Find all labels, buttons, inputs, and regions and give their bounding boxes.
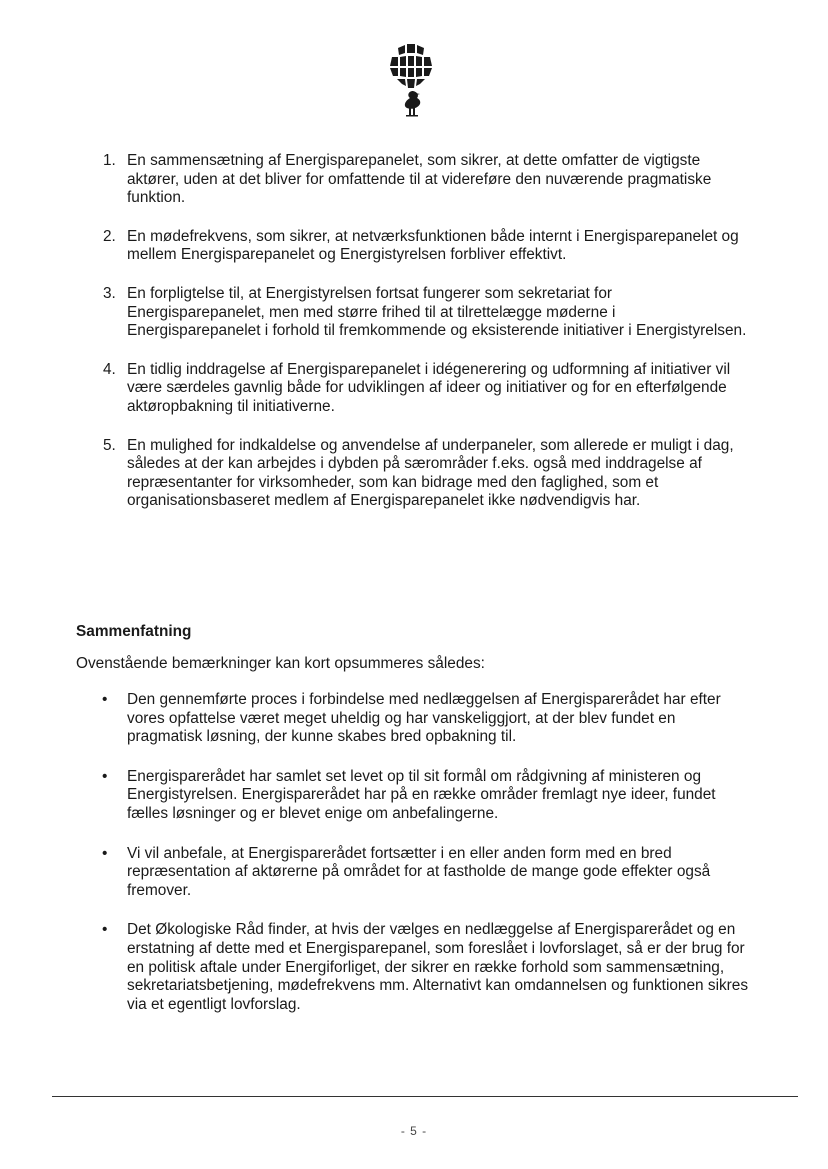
numbered-item <box>100 437 750 511</box>
bullet-text: Det Økologiske Råd finder, at hvis der vælges en nedlæggelse af Energisparerådet og en erstatning af dette med et Energisparepanel, som foreslået i lovforslaget, så er der brug for en politisk aftale under Energiforliget, der sikrer en række forhold som sammensætning, sekretariatsbetjening, mødefrekvens mm. Alternativt kan omdannelsen og funktionen sikres via et egentligt lovforslag. <box>127 921 749 1013</box>
bullet-icon: • <box>102 844 108 862</box>
bullet-list <box>100 691 750 1035</box>
numbered-item <box>100 228 750 265</box>
footer-divider <box>52 1096 798 1097</box>
bullet-icon: • <box>102 921 108 939</box>
section-heading: Sammenfatning <box>76 623 192 640</box>
item-number: 3. <box>103 284 116 302</box>
bullet-item <box>100 691 750 747</box>
numbered-item <box>100 285 750 341</box>
item-text: En tidlig inddragelse af Energisparepanelet i idégenerering og udformning af initiativer vil være særdeles gavnlig både for udviklingen af ideer og initiativer og for en efterfølgende aktøropbakning til initiativerne. <box>127 360 731 415</box>
bullet-text: Vi vil anbefale, at Energisparerådet fortsætter i en eller anden form med en bred repræsentation af aktørerne på området for at fastholde de mange gode effekter også fremover. <box>127 844 711 899</box>
item-number: 5. <box>103 436 116 454</box>
item-text: En forpligtelse til, at Energistyrelsen fortsat fungerer som sekretariat for Energisparepanelet, men med større frihed til at tilrettelægge møderne i Energisparepanelet i forhold til fremkommende og eksisterende initiativer i Energistyrelsen. <box>127 284 747 340</box>
numbered-item <box>100 361 750 417</box>
page-number: - 5 - <box>400 1124 428 1138</box>
bullet-item <box>100 921 750 1014</box>
item-number: 2. <box>103 227 116 245</box>
bullet-icon: • <box>102 767 108 785</box>
bullet-item <box>100 845 750 901</box>
numbered-list <box>100 152 750 531</box>
globe-bird-logo-icon <box>386 44 436 120</box>
bullet-icon: • <box>102 691 108 708</box>
item-number: 4. <box>103 360 116 378</box>
item-number: 1. <box>103 152 116 169</box>
item-text: En mulighed for indkaldelse og anvendelse af underpaneler, som allerede er muligt i dag, således at der kan arbejdes i dybden på særområder f.eks. også med inddragelse af repræsentanter for virksomheder, som kan bidrage med den faglighed, som et organisationsbaseret medlem af Energisparepanelet ikke nødvendigvis har. <box>127 436 734 510</box>
bullet-text: Energisparerådet har samlet set levet op til sit formål om rådgivning af ministeren og Energistyrelsen. Energisparerådet har på en række områder fremlagt nye ideer, fundet fælles løsninger og er blevet enige om anbefalingerne. <box>127 767 716 822</box>
item-text: En mødefrekvens, som sikrer, at netværksfunktionen både internt i Energisparepanelet og mellem Energisparepanelet og Energistyrelsen forbliver effektivt. <box>127 227 739 264</box>
bullet-item <box>100 768 750 824</box>
numbered-item <box>100 152 750 208</box>
bullet-text: Den gennemførte proces i forbindelse med nedlæggelsen af Energisparerådet har efter vores opfattelse været meget uheldig og har vanskeliggjort, at der blev fundet en pragmatisk løsning, der kunne skabes bred opbakning til. <box>127 691 721 746</box>
item-text: En sammensætning af Energisparepanelet, som sikrer, at dette omfatter de vigtigste aktører, uden at det bliver for omfattende til at videreføre den nuværende pragmatiske funktion. <box>127 152 712 207</box>
summary-intro: Ovenstående bemærkninger kan kort opsummeres således: <box>76 655 485 672</box>
